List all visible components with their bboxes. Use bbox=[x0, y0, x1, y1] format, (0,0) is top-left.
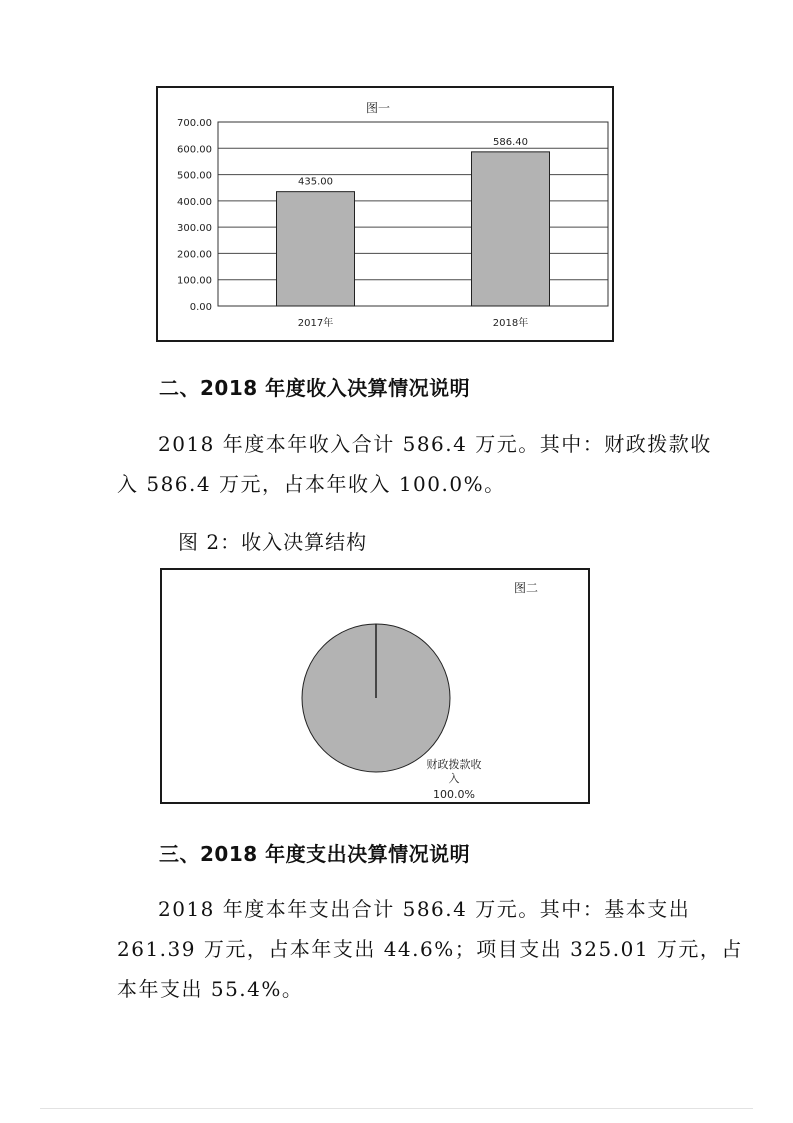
section-3-paragraph-line-3: 本年支出 55.4%。 bbox=[117, 977, 304, 1001]
bar-chart-y-tick-label: 100.00 bbox=[177, 275, 212, 287]
pie-chart-svg bbox=[162, 570, 588, 802]
bar-chart-value-label: 435.00 bbox=[298, 176, 333, 188]
bar-chart-x-tick-label: 2017年 bbox=[297, 318, 334, 329]
bar-chart-y-tick-label: 500.00 bbox=[177, 170, 212, 182]
bar-chart-value-label: 586.40 bbox=[493, 136, 528, 148]
pie-chart-title: 图二 bbox=[513, 581, 539, 595]
section-3-heading: 三、2018 年度支出决算情况说明 bbox=[159, 842, 471, 866]
bar-chart-y-tick-label: 700.00 bbox=[177, 118, 212, 129]
pie-slice-percent-label: 100.0% bbox=[433, 788, 475, 801]
section-3-paragraph-line-2: 261.39 万元，占本年支出 44.6%；项目支出 325.01 万元，占 bbox=[117, 937, 743, 961]
section-2-paragraph-line-1: 2018 年度本年收入合计 586.4 万元。其中：财政拨款收 bbox=[158, 432, 712, 456]
bar-chart-figure-1 bbox=[156, 86, 614, 342]
bar-chart-y-tick-label: 600.00 bbox=[177, 144, 212, 156]
pie-slice-label-line-1: 财政拨款收 bbox=[426, 758, 482, 771]
figure-2-caption: 图 2：收入决算结构 bbox=[178, 530, 368, 554]
bar-chart-svg bbox=[158, 88, 612, 340]
bar-chart-y-tick-label: 200.00 bbox=[177, 249, 212, 261]
pie-slice-label-line-2: 入 bbox=[448, 772, 460, 785]
pie-chart-figure-2 bbox=[160, 568, 590, 804]
section-2-paragraph-line-2: 入 586.4 万元，占本年收入 100.0%。 bbox=[117, 472, 506, 496]
bar-chart-title: 图一 bbox=[365, 101, 391, 115]
bar-chart-y-tick-label: 300.00 bbox=[177, 223, 212, 235]
bar-chart-y-tick-label: 0.00 bbox=[189, 302, 212, 313]
section-3-paragraph-line-1: 2018 年度本年支出合计 586.4 万元。其中：基本支出 bbox=[158, 897, 691, 921]
bar-chart-bar bbox=[277, 192, 355, 306]
bar-chart-y-tick-label: 400.00 bbox=[177, 196, 212, 208]
section-2-heading: 二、2018 年度收入决算情况说明 bbox=[159, 376, 471, 400]
bar-chart-x-tick-label: 2018年 bbox=[492, 318, 529, 329]
bar-chart-bar bbox=[472, 152, 550, 306]
page-bottom-rule bbox=[40, 1108, 753, 1109]
